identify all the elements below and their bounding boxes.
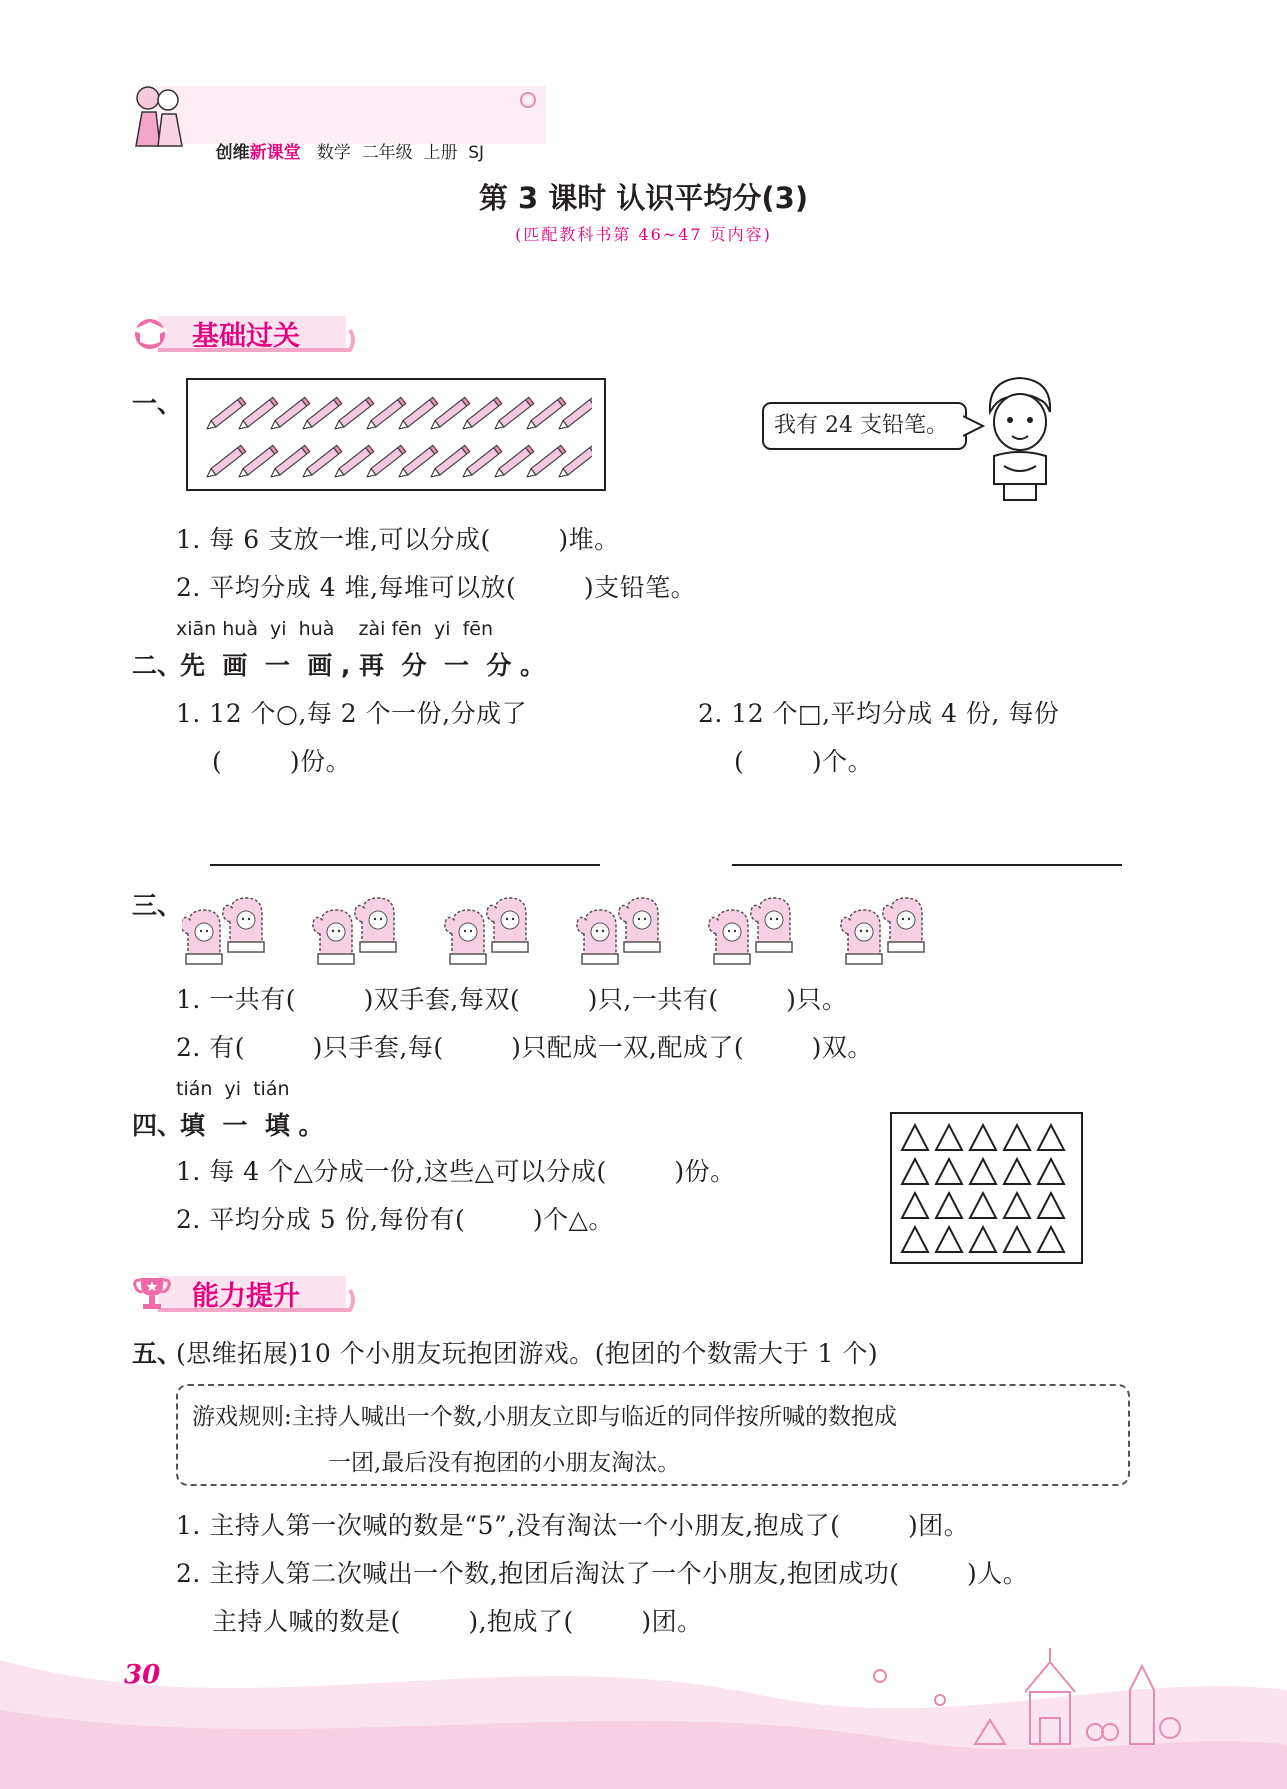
book-info: 数学 二年级 上册 SJ bbox=[316, 143, 485, 163]
q4-pinyin: tián yi tián bbox=[176, 1078, 290, 1100]
q2-answer-line-left bbox=[210, 864, 600, 866]
q4-title: 填 一 填 。 bbox=[180, 1111, 324, 1140]
glove-icon bbox=[445, 910, 486, 964]
glove-icon bbox=[619, 898, 660, 952]
pencils-illustration-box bbox=[186, 378, 606, 491]
triangle-icon bbox=[902, 1227, 928, 1252]
lesson-subtitle: (匹配教科书第 46~47 页内容) bbox=[515, 225, 772, 244]
q3-number: 三、 bbox=[132, 891, 183, 920]
triangles-icon bbox=[900, 1122, 1075, 1256]
q5-item-2: 2. 主持人第二次喊出一个数,抱团后淘汰了一个小朋友,抱团成功( )人。 bbox=[176, 1559, 1029, 1588]
game-rules-line-2: 一团,最后没有抱团的小朋友淘汰。 bbox=[328, 1450, 681, 1476]
brand-name-b: 新课堂 bbox=[249, 143, 301, 163]
glove-icon bbox=[883, 898, 924, 952]
header-bar bbox=[128, 82, 548, 163]
triangle-icon bbox=[902, 1159, 928, 1184]
girl-mascot-icon bbox=[128, 82, 188, 150]
glove-icon bbox=[841, 910, 882, 964]
speech-bubble bbox=[762, 402, 967, 450]
q3-item-2: 2. 有( )只手套,每( )只配成一双,配成了( )双。 bbox=[176, 1033, 873, 1062]
q2-number: 二、 bbox=[132, 651, 183, 680]
triangle-icon bbox=[936, 1193, 962, 1218]
triangle-icon bbox=[1038, 1159, 1064, 1184]
glove-icon bbox=[355, 898, 396, 952]
glove-icon bbox=[182, 910, 222, 964]
header-text bbox=[194, 118, 484, 183]
triangle-icon bbox=[902, 1125, 928, 1150]
page-number: 30 bbox=[124, 1660, 161, 1690]
q5-title: (思维拓展)10 个小朋友玩抱团游戏。(抱团的个数需大于 1 个) bbox=[176, 1339, 879, 1368]
q2-answer-line-right bbox=[732, 864, 1122, 866]
q4-item-2: 2. 平均分成 5 份,每份有( )个△。 bbox=[176, 1205, 614, 1234]
triangle-icon bbox=[936, 1227, 962, 1252]
q4-item-1: 1. 每 4 个△分成一份,这些△可以分成( )份。 bbox=[176, 1157, 736, 1186]
lesson-title: 第 3 课时 认识平均分(3) bbox=[478, 181, 809, 215]
pencils-icon bbox=[202, 386, 592, 486]
section-title-advanced: 能力提升 bbox=[192, 1281, 300, 1312]
triangle-icon bbox=[1004, 1193, 1030, 1218]
triangle-icon bbox=[970, 1159, 996, 1184]
triangle-icon bbox=[1038, 1193, 1064, 1218]
q5-number: 五、 bbox=[132, 1339, 183, 1368]
q2-right-line-2: ( )个。 bbox=[734, 747, 874, 776]
q1-item-1: 1. 每 6 支放一堆,可以分成( )堆。 bbox=[176, 525, 620, 554]
section-title-basic: 基础过关 bbox=[192, 321, 300, 352]
q2-right-line-1: 2. 12 个□,平均分成 4 份, 每份 bbox=[698, 699, 1060, 728]
gloves-icon bbox=[182, 888, 942, 968]
triangle-icon bbox=[1038, 1227, 1064, 1252]
triangle-icon bbox=[970, 1193, 996, 1218]
q4-number: 四、 bbox=[132, 1111, 183, 1140]
game-rules-line-1: 游戏规则:主持人喊出一个数,小朋友立即与临近的同伴按所喊的数抱成 bbox=[192, 1404, 898, 1430]
q1-item-2: 2. 平均分成 4 堆,每堆可以放( )支铅笔。 bbox=[176, 573, 697, 602]
q2-left-line-2: ( )份。 bbox=[212, 747, 352, 776]
glove-icon bbox=[223, 898, 264, 952]
q2-pinyin: xiān huà yi huà zài fēn yi fēn bbox=[176, 618, 493, 640]
triangle-icon bbox=[936, 1159, 962, 1184]
q1-number: 一、 bbox=[132, 389, 183, 418]
triangles-box bbox=[890, 1112, 1083, 1264]
triangle-icon bbox=[936, 1125, 962, 1150]
triangle-icon bbox=[1004, 1125, 1030, 1150]
trophy-icon bbox=[132, 1272, 172, 1312]
brand-name-a: 创维 bbox=[215, 143, 250, 163]
section-banner-advanced bbox=[128, 1270, 358, 1314]
triangle-icon bbox=[1004, 1159, 1030, 1184]
triangle-icon bbox=[970, 1227, 996, 1252]
q5-item-1: 1. 主持人第一次喊的数是“5”,没有淘汰一个小朋友,抱成了( )团。 bbox=[176, 1511, 970, 1540]
q3-item-1: 1. 一共有( )双手套,每双( )只,一共有( )只。 bbox=[176, 985, 848, 1014]
graduation-cap-icon bbox=[128, 314, 172, 350]
q2-left-line-1: 1. 12 个○,每 2 个一份,分成了 bbox=[176, 699, 528, 728]
boy-character-icon bbox=[980, 372, 1060, 502]
glove-icon bbox=[709, 910, 750, 964]
glove-icon bbox=[751, 898, 792, 952]
glove-icon bbox=[487, 898, 528, 952]
q5-item-3: 主持人喊的数是( ),抱成了( )团。 bbox=[212, 1607, 703, 1636]
triangle-icon bbox=[902, 1193, 928, 1218]
triangle-icon bbox=[970, 1125, 996, 1150]
glove-icon bbox=[577, 910, 618, 964]
q2-title: 先 画 一 画 , 再 分 一 分 。 bbox=[180, 651, 546, 680]
glove-icon bbox=[313, 910, 354, 964]
triangle-icon bbox=[1004, 1227, 1030, 1252]
game-rules-box bbox=[176, 1384, 1130, 1486]
section-banner-basic bbox=[128, 310, 358, 354]
triangle-icon bbox=[1038, 1125, 1064, 1150]
speech-bubble-text: 我有 24 支铅笔。 bbox=[774, 413, 948, 438]
